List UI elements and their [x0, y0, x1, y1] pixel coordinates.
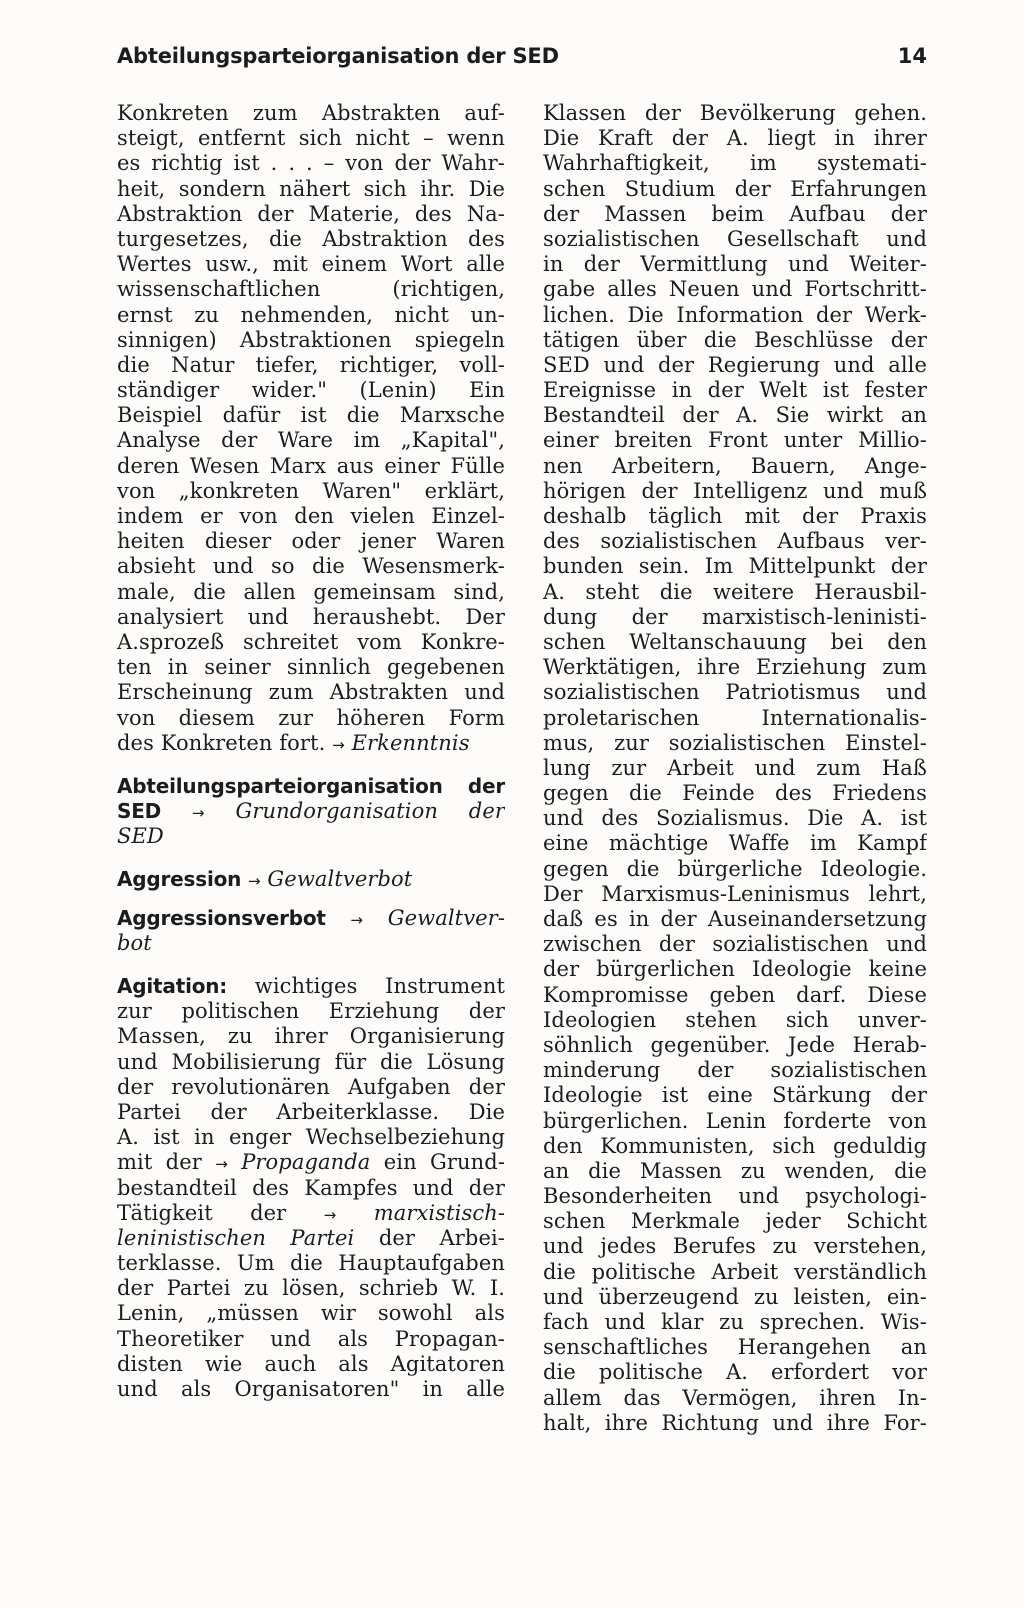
text-line [543, 1234, 927, 1259]
text-line [543, 1209, 927, 1234]
text-line [117, 731, 505, 756]
body-text: male, die allen gemeinsam sind, [117, 579, 505, 604]
text-line [117, 202, 505, 227]
body-text: Der Marxismus-Leninismus lehrt, [543, 881, 927, 906]
body-text: senschaftliches Herangehen an [543, 1335, 927, 1360]
text-line [117, 277, 505, 302]
text-line [117, 706, 505, 731]
body-text: wissenschaftlichen (richtigen, [117, 277, 505, 302]
text-line [117, 680, 505, 705]
text-line [117, 974, 505, 999]
body-text: Beispiel dafür ist die Marxsche [117, 403, 505, 428]
text-line [543, 957, 927, 982]
body-text: der bürgerlichen Ideologie keine [543, 957, 927, 982]
body-text: zur politischen Erziehung der [117, 999, 505, 1024]
body-text: den Kommunisten, sich geduldig [543, 1133, 927, 1158]
text-line [543, 479, 927, 504]
text-line [543, 1058, 927, 1083]
text-line [117, 101, 505, 126]
text-line [117, 126, 505, 151]
text-line [117, 931, 505, 956]
body-text: Konkreten zum Abstrakten auf- [117, 101, 505, 125]
text-line [117, 252, 505, 277]
text-line [117, 1377, 505, 1402]
text-line [117, 479, 505, 504]
cross-reference-arrow-icon: → [215, 1155, 228, 1174]
text-line [117, 353, 505, 378]
body-text: schen Merkmale jeder Schicht [543, 1209, 927, 1234]
text-line [117, 1050, 505, 1075]
body-text: bestandteil des Kampfes und der [117, 1175, 505, 1200]
text-line [543, 706, 927, 731]
text-line [543, 378, 927, 403]
body-text: halt, ihre Richtung und ihre For- [543, 1410, 927, 1435]
cross-reference-arrow-icon: → [350, 910, 364, 929]
text-line [117, 227, 505, 252]
body-text: schen Weltanschauung bei den [543, 629, 927, 654]
text-line [543, 403, 927, 428]
body-text: bürgerlichen. Lenin forderte von [543, 1108, 927, 1133]
body-text: Ideologie ist eine Stärkung der [543, 1083, 927, 1108]
body-text: dung der marxistisch-leninisti- [543, 604, 927, 629]
text-line [543, 227, 927, 252]
cross-reference-arrow-icon: → [332, 735, 345, 754]
body-text: gabe alles Neuen und Fortschritt- [543, 277, 927, 302]
text-line [543, 101, 927, 126]
body-text: lichen. Die Information der Werk- [543, 302, 927, 327]
body-text: ständiger wider." (Lenin) Ein [117, 378, 505, 403]
text-line [117, 428, 505, 453]
body-text: Theoretiker und als Propagan- [117, 1326, 505, 1351]
text-line [543, 655, 927, 680]
running-header [117, 44, 927, 78]
text-line [543, 756, 927, 781]
body-text: ernst zu nehmenden, nicht un- [117, 302, 505, 327]
text-line [543, 529, 927, 554]
text-line [117, 1176, 505, 1201]
body-text: nen Arbeitern, Bauern, Ange- [543, 453, 927, 478]
body-text: des Konkreten fort. [117, 730, 326, 755]
body-text: Wertes usw., mit einem Wort alle [117, 252, 505, 277]
body-text: Analyse der Ware im „Kapital", [117, 428, 505, 453]
text-line [543, 1260, 927, 1285]
body-text: lung zur Arbeit und zum Haß [543, 755, 927, 780]
body-text: Die Kraft der A. liegt in ihrer [543, 126, 927, 151]
text-line [543, 1033, 927, 1058]
text-line [543, 630, 927, 655]
cross-reference-arrow-icon: → [247, 872, 261, 891]
text-line [117, 151, 505, 176]
text-line [543, 983, 927, 1008]
text-line [543, 504, 927, 529]
text-line [117, 655, 505, 680]
entry-headword: Abteilungsparteiorganisation der [117, 773, 505, 798]
entry-headword: Agitation: [117, 974, 228, 998]
body-text: der Arbei- [378, 1225, 505, 1250]
body-text: Klassen der Bevölkerung gehen. [543, 101, 927, 125]
entry-headword: SED [117, 799, 162, 824]
text-line [543, 1386, 927, 1411]
body-text: heit, sondern nähert sich ihr. Die [117, 176, 505, 201]
text-line [117, 999, 505, 1024]
body-text: Kompromisse geben darf. Diese [543, 982, 927, 1007]
text-line [117, 1125, 505, 1150]
text-line [117, 1201, 505, 1226]
text-line [543, 1134, 927, 1159]
body-text: der Massen beim Aufbau der [543, 201, 927, 226]
body-text: wichtiges Instrument [254, 974, 505, 998]
text-line [117, 1075, 505, 1100]
text-line [543, 1083, 927, 1108]
text-line [543, 328, 927, 353]
body-text: von diesem zur höheren Form [117, 705, 505, 730]
body-text: es richtig ist . . . – von der Wahr- [117, 151, 505, 176]
body-text: minderung der sozialistischen [543, 1058, 927, 1083]
cross-reference-link: SED [117, 824, 164, 849]
text-line [543, 177, 927, 202]
text-line [543, 126, 927, 151]
text-line [117, 454, 505, 479]
text-line [117, 774, 505, 799]
body-text: an die Massen zu wenden, die [543, 1158, 927, 1183]
cross-reference-link: leninistischen Partei [117, 1225, 355, 1250]
body-text: sozialistischen Patriotismus und [543, 680, 927, 705]
text-line [543, 1109, 927, 1134]
body-text: analysiert und heraushebt. Der [117, 604, 505, 629]
text-line [117, 403, 505, 428]
text-line [117, 824, 505, 849]
cross-reference-link: Grundorganisation der [235, 799, 505, 824]
body-text: A.sprozeß schreitet vom Konkre- [117, 629, 505, 654]
body-text: mit der [117, 1150, 202, 1175]
text-line [543, 781, 927, 806]
text-line [543, 806, 927, 831]
body-text: Bestandteil der A. Sie wirkt an [543, 403, 927, 428]
body-text: deshalb täglich mit der Praxis [543, 504, 927, 528]
body-text: absieht und so die Wesensmerk- [117, 554, 505, 579]
page-number: 14 [897, 44, 927, 68]
cross-reference-arrow-icon: → [323, 1205, 337, 1224]
body-text: SED und der Regierung und alle [543, 352, 927, 377]
body-text: Wahrhaftigkeit, im systemati- [543, 151, 927, 176]
text-line [117, 554, 505, 579]
text-line [543, 580, 927, 605]
text-line [543, 882, 927, 907]
body-text: in der Vermittlung und Weiter- [543, 252, 927, 277]
cross-reference-link: Gewaltverbot [267, 867, 413, 892]
entry-headword: Aggressionsverbot [117, 905, 326, 930]
body-text: bunden sein. Im Mittelpunkt der [543, 554, 927, 579]
text-line [117, 504, 505, 529]
text-line [543, 1360, 927, 1385]
text-line [543, 731, 927, 756]
text-line [543, 857, 927, 882]
body-text: und Mobilisierung für die Lösung [117, 1049, 505, 1074]
body-text: der Partei zu lösen, schrieb W. I. [117, 1276, 505, 1301]
text-line [117, 1150, 505, 1175]
body-text: Abstraktion der Materie, des Na- [117, 201, 505, 226]
text-line [543, 151, 927, 176]
body-text: Ereignisse in der Welt ist fester [543, 378, 927, 403]
text-line [543, 1335, 927, 1360]
text-line [543, 1310, 927, 1335]
body-text: proletarischen Internationalis- [543, 705, 927, 730]
text-line [543, 932, 927, 957]
body-text: heiten dieser oder jener Waren [117, 529, 505, 554]
body-text: Ideologien stehen sich unver- [543, 1007, 927, 1032]
body-text: einer breiten Front unter Millio- [543, 428, 927, 453]
body-text: turgesetzes, die Abstraktion des [117, 226, 505, 251]
text-line [117, 177, 505, 202]
text-line [117, 1251, 505, 1276]
entry-spacer [117, 893, 505, 906]
body-text: disten wie auch als Agitatoren [117, 1351, 505, 1376]
text-line [543, 907, 927, 932]
entry-headword: Aggression [117, 867, 242, 892]
text-line [543, 1159, 927, 1184]
body-text: Besonderheiten und psychologi- [543, 1184, 927, 1209]
cross-reference-link: Erkenntnis [351, 730, 470, 755]
text-line [543, 1285, 927, 1310]
text-line [543, 554, 927, 579]
text-line [543, 303, 927, 328]
text-line [543, 353, 927, 378]
body-text: Massen, zu ihrer Organisierung [117, 1024, 505, 1049]
text-line [543, 831, 927, 856]
body-text: ten in seiner sinnlich gegebenen [117, 655, 505, 680]
text-line [117, 630, 505, 655]
body-text: allem das Vermögen, ihren In- [543, 1385, 927, 1410]
body-text: die politische Arbeit verständlich [543, 1259, 927, 1284]
text-line [117, 1226, 505, 1251]
body-text: mus, zur sozialistischen Einstel- [543, 730, 927, 755]
body-text: die politische A. erfordert vor [543, 1360, 927, 1385]
body-text: indem er von den vielen Einzel- [117, 504, 505, 528]
body-text: und überzeugend zu leisten, ein- [543, 1284, 927, 1309]
text-line [117, 328, 505, 353]
body-text: des sozialistischen Aufbaus ver- [543, 529, 927, 554]
body-text: ein Grund- [383, 1150, 505, 1175]
text-line [543, 680, 927, 705]
cross-reference-link: bot [117, 930, 152, 955]
text-line [117, 529, 505, 554]
text-line [543, 428, 927, 453]
text-line [543, 252, 927, 277]
body-text: A. ist in enger Wechselbeziehung [117, 1125, 505, 1150]
text-line [543, 1008, 927, 1033]
text-line [543, 1184, 927, 1209]
body-text: daß es in der Auseinandersetzung [543, 907, 927, 931]
body-text: Lenin, „müssen wir sowohl als [117, 1301, 505, 1326]
body-text: A. steht die weitere Herausbil- [543, 579, 927, 604]
running-head-title: Abteilungsparteiorganisation der SED [117, 44, 559, 68]
text-line [543, 277, 927, 302]
cross-reference-link: marxistisch- [373, 1200, 505, 1225]
body-text: sinnigen) Abstraktionen spiegeln [117, 327, 505, 352]
cross-reference-link: Gewaltver- [387, 905, 505, 930]
body-text: der revolutionären Aufgaben der [117, 1074, 505, 1099]
right-column [543, 101, 927, 1436]
text-line [543, 202, 927, 227]
text-line [117, 378, 505, 403]
body-text: hörigen der Intelligenz und muß [543, 478, 927, 503]
body-text: gegen die Feinde des Friedens [543, 781, 927, 806]
body-text: steigt, entfernt sich nicht – wenn [117, 126, 505, 151]
body-text: Erscheinung zum Abstrakten und [117, 680, 505, 705]
text-line [117, 799, 505, 824]
body-text: Partei der Arbeiterklasse. Die [117, 1099, 505, 1124]
text-line [117, 303, 505, 328]
body-text: schen Studium der Erfahrungen [543, 176, 927, 201]
body-text: deren Wesen Marx aus einer Fülle [117, 453, 505, 478]
entry-spacer [117, 956, 505, 974]
body-text: tätigen über die Beschlüsse der [543, 327, 927, 352]
text-line [543, 605, 927, 630]
text-line [117, 1024, 505, 1049]
body-text: zwischen der sozialistischen und [543, 932, 927, 957]
body-text: gegen die bürgerliche Ideologie. [543, 856, 927, 881]
body-text: fach und klar zu sprechen. Wis- [543, 1310, 927, 1334]
text-line [117, 580, 505, 605]
body-text: sozialistischen Gesellschaft und [543, 226, 927, 251]
body-text: von „konkreten Waren" erklärt, [117, 478, 505, 503]
body-text: und des Sozialismus. Die A. ist [543, 806, 927, 831]
body-text: und jedes Berufes zu verstehen, [543, 1234, 927, 1259]
text-line [117, 1327, 505, 1352]
text-line [117, 605, 505, 630]
text-line [117, 1352, 505, 1377]
entry-spacer [117, 756, 505, 774]
entry-spacer [117, 849, 505, 867]
text-line [117, 867, 505, 892]
body-text: Werktätigen, ihre Erziehung zum [543, 655, 927, 680]
body-text: eine mächtige Waffe im Kampf [543, 831, 927, 856]
body-text: die Natur tiefer, richtiger, voll- [117, 352, 505, 377]
left-column [117, 101, 505, 1402]
body-text: Tätigkeit der [117, 1200, 287, 1225]
text-line [543, 1411, 927, 1436]
body-text: und als Organisatoren" in alle [117, 1377, 505, 1401]
text-line [117, 1276, 505, 1301]
body-text: terklasse. Um die Hauptaufgaben [117, 1251, 505, 1276]
text-line [543, 454, 927, 479]
cross-reference-link: Propaganda [241, 1150, 371, 1175]
cross-reference-arrow-icon: → [191, 804, 205, 823]
body-text: söhnlich gegenüber. Jede Herab- [543, 1032, 927, 1057]
text-line [117, 1100, 505, 1125]
text-line [117, 1301, 505, 1326]
text-line [117, 906, 505, 931]
